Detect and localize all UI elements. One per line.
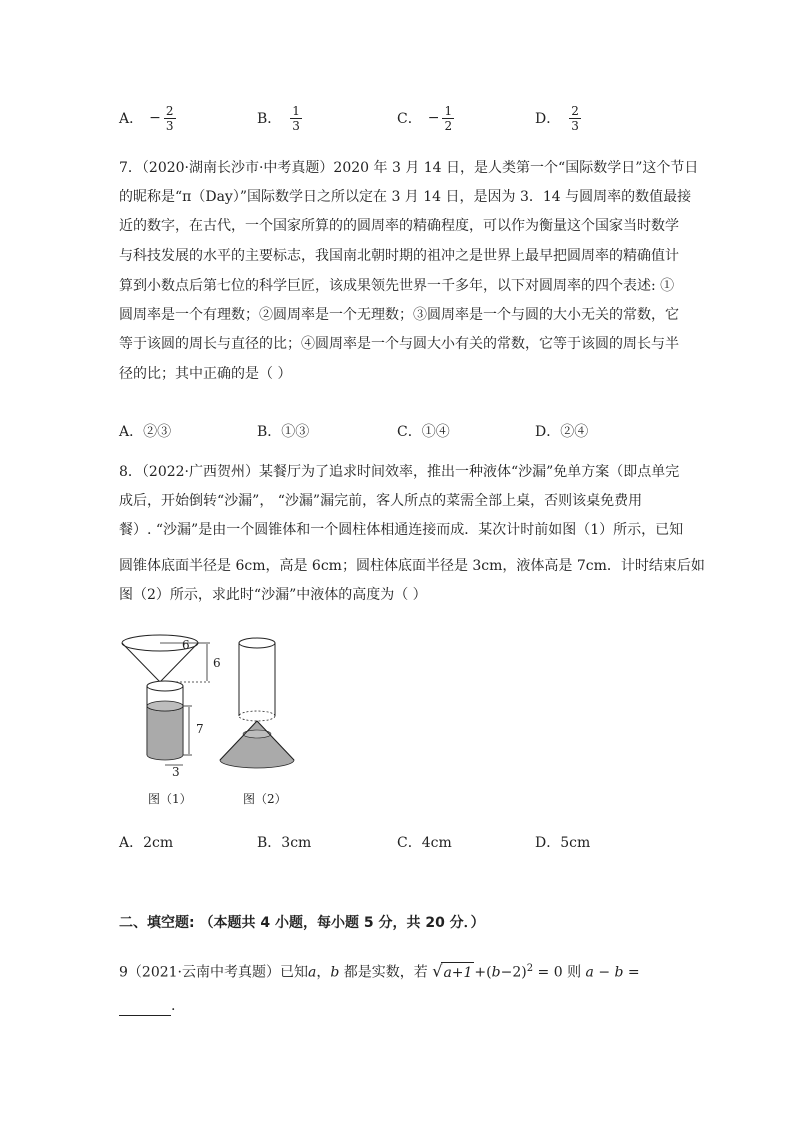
var-a: a xyxy=(308,964,317,981)
numerator: 2 xyxy=(165,103,174,118)
radicand: a+1 xyxy=(441,962,474,983)
cyl-top-ellipse xyxy=(147,681,183,691)
option-label: A． xyxy=(119,111,144,127)
q7-line-5: 算到小数点后第七位的科学巨匠，该成果领先世界一千多年，以下对圆周率的四个表述: ① xyxy=(119,278,675,294)
sign: − xyxy=(149,110,161,126)
dim-radius-cyl: 3 xyxy=(172,765,180,779)
eq2: = xyxy=(623,964,640,981)
q6-options xyxy=(119,100,719,136)
cone-right-edge xyxy=(160,643,198,682)
q7-line-7: 等于该圆的周长与直径的比；④圆周率是一个与圆大小有关的常数，它等于该圆的周长与半 xyxy=(119,336,679,352)
q8-line-5: 图（2）所示，求此时“沙漏”中液体的高度为（ ） xyxy=(119,587,427,603)
figure-caption-1: 图（1） xyxy=(148,792,192,806)
expr: a − b xyxy=(585,964,624,981)
q8-option-d[interactable]: D．5cm xyxy=(535,835,591,851)
section-heading-fill-in: 二、填空题: （本题共 4 小题，每小题 5 分，共 20 分．） xyxy=(119,915,485,931)
plus: +( xyxy=(474,964,492,981)
q6-option-c[interactable] xyxy=(397,100,454,136)
q7-option-b[interactable]: B．①③ xyxy=(257,424,310,440)
denominator: 3 xyxy=(292,118,300,133)
q9-prefix: 9（2021·云南中考真题）已知 xyxy=(119,964,308,981)
fraction xyxy=(290,104,302,133)
q7-options xyxy=(119,413,719,449)
q7-line-4: 与科技发展的水平的主要标志，我国南北朝时期的祖冲之是世界上最早把圆周率的精确值计 xyxy=(119,248,679,264)
q8-line-2: 成后，开始倒转“沙漏”， “沙漏”漏完前，客人所点的菜需全部上桌，否则该桌免费用 xyxy=(119,493,643,509)
b-inner: b xyxy=(491,964,501,981)
numerator: 1 xyxy=(292,103,300,118)
figure-caption-2: 图（2） xyxy=(243,792,287,806)
eq: = 0 则 xyxy=(533,964,586,981)
minus2: −2) xyxy=(500,964,527,981)
q8-option-c[interactable]: C．4cm xyxy=(397,835,452,851)
q8-line-4: 圆锥体底面半径是 6cm，高是 6cm；圆柱体底面半径是 3cm，液体高是 7cm．计时结束后如 xyxy=(119,558,705,574)
q7-line-3: 近的数字，在古代，一个国家所算的的圆周率的精确程度，可以作为衡量这个国家当时数学 xyxy=(119,218,679,234)
q6-option-d[interactable] xyxy=(535,100,581,136)
fig2-cyl-top xyxy=(239,638,275,648)
q7-option-a[interactable]: A．②③ xyxy=(119,424,172,440)
answer-blank[interactable] xyxy=(119,1001,171,1016)
denominator: 3 xyxy=(165,118,174,133)
q7-line-2: 的昵称是“π（Day）”国际数学日之所以定在 3 月 14 日，是因为 3．14 与圆周率的数值最接 xyxy=(119,189,692,205)
fraction xyxy=(442,104,454,133)
q9-line-2 xyxy=(119,996,175,1016)
fraction xyxy=(569,104,581,133)
sand-timer-figure xyxy=(110,628,310,798)
q9-line-1 xyxy=(119,959,640,983)
denominator: 2 xyxy=(444,118,453,133)
q6-option-b[interactable] xyxy=(257,100,302,136)
fraction xyxy=(164,104,176,133)
q6-option-a[interactable] xyxy=(119,100,176,136)
q8-option-a[interactable]: A．2cm xyxy=(119,835,174,851)
square: 2 xyxy=(526,963,534,974)
cone-left-edge xyxy=(122,643,160,682)
dim-liquid: 7 xyxy=(196,722,204,736)
fig2-cone-liquid xyxy=(220,721,294,768)
q7-line-6: 圆周率是一个有理数；②圆周率是一个无理数；③圆周率是一个与圆的大小无关的常数，它 xyxy=(119,307,679,323)
sep: ， xyxy=(316,964,331,981)
q7-option-d[interactable]: D．②④ xyxy=(535,424,589,440)
q8-line-3: 餐）. “沙漏”是由一个圆锥体和一个圆柱体相通连接而成．某次计时前如图（1）所示，已知 xyxy=(119,522,684,538)
cyl-liquid xyxy=(147,706,183,760)
dim-height-cone: 6 xyxy=(213,656,221,670)
sign: − xyxy=(427,110,440,126)
option-label: B． xyxy=(257,111,282,127)
denominator: 3 xyxy=(571,118,579,133)
q9-mid: 都是实数，若 xyxy=(339,964,433,981)
dim-radius-top: 6 xyxy=(182,638,190,652)
q7-option-c[interactable]: C．①④ xyxy=(397,424,450,440)
q7-line-1: 7．（2020·湖南长沙市·中考真题）2020 年 3 月 14 日，是人类第一个“国际数学日”这个节日 xyxy=(119,160,699,176)
q8-options xyxy=(119,824,719,860)
numerator: 1 xyxy=(444,103,453,118)
q9-end: . xyxy=(171,998,176,1014)
option-label: C． xyxy=(397,111,422,127)
q8-line-1: 8．（2022·广西贺州）某餐厅为了追求时间效率，推出一种液体“沙漏”免单方案（即点单完 xyxy=(119,464,680,480)
q7-line-8: 径的比；其中正确的是（ ） xyxy=(119,366,292,382)
sqrt-icon: √ xyxy=(432,961,443,981)
numerator: 2 xyxy=(571,103,579,118)
option-label: D． xyxy=(535,111,561,127)
q8-option-b[interactable]: B．3cm xyxy=(257,835,312,851)
var-b: b xyxy=(330,964,340,981)
